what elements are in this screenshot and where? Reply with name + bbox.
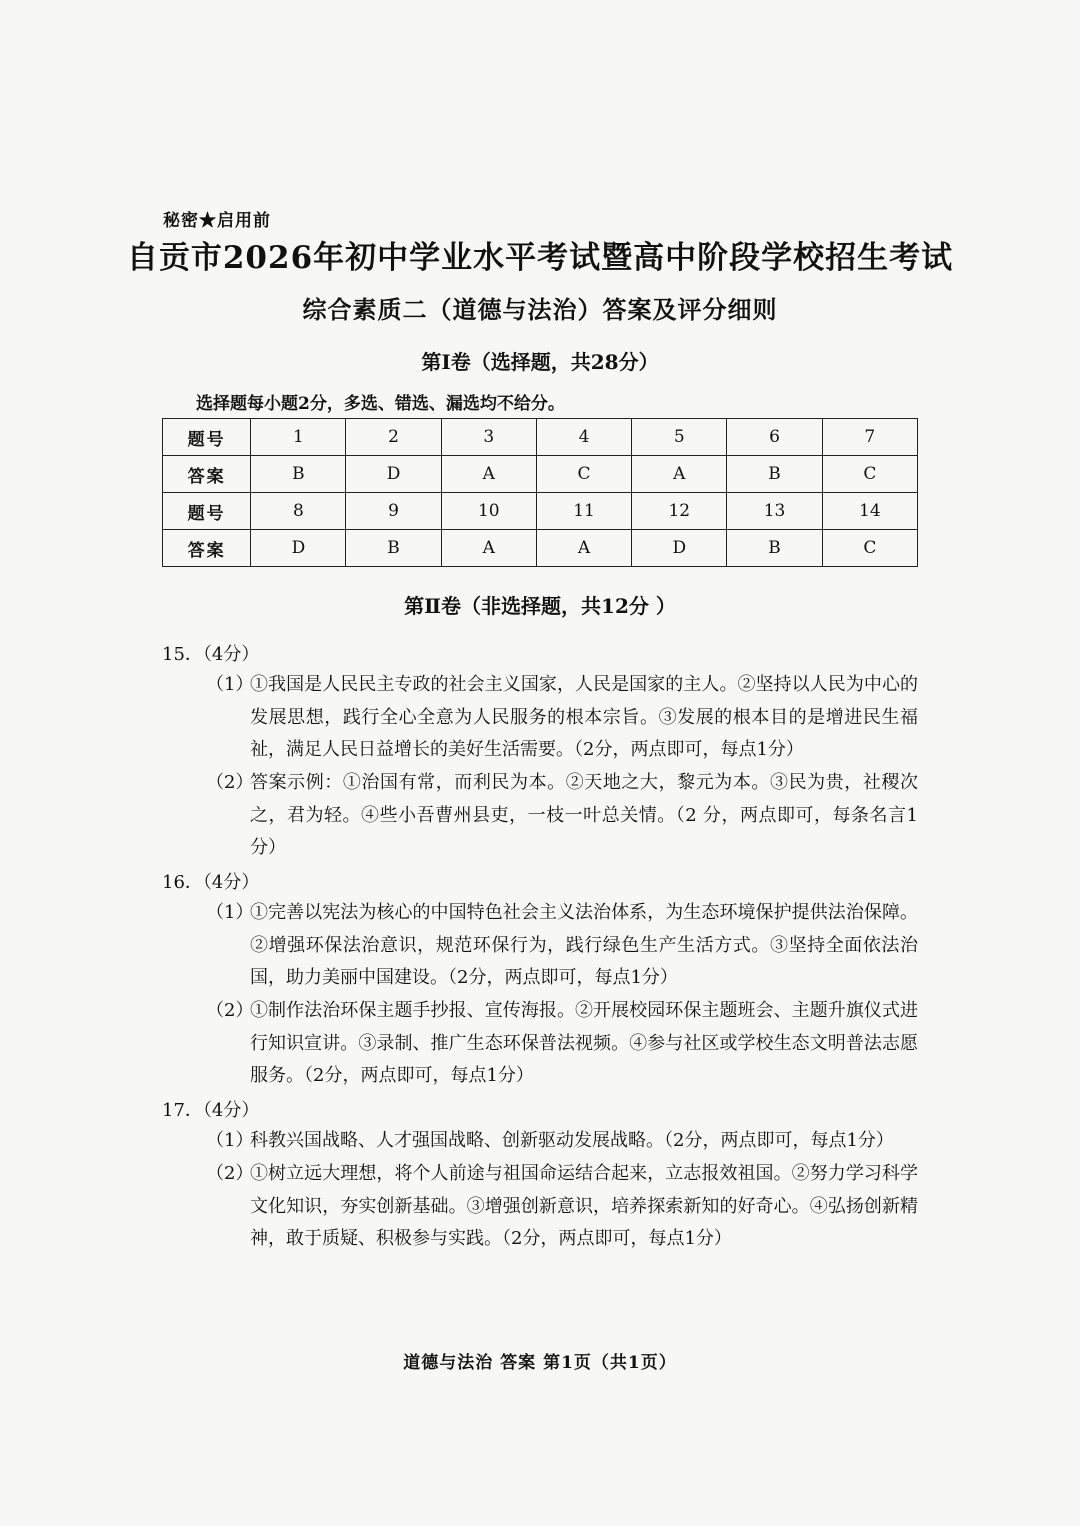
- table-cell: A: [536, 530, 631, 567]
- item-text: ①完善以宪法为核心的中国特色社会主义法治体系，为生态环境保护提供法治保障。②增强环保法治意识，规范环保行为，践行绿色生产生活方式。③坚持全面依法治国，助力美丽中国建设。（2分，两点即可，每点1分）: [250, 902, 918, 989]
- table-cell: 1: [251, 419, 346, 456]
- item-text: 科教兴国战略、人才强国战略、创新驱动发展战略。（2分，两点即可，每点1分）: [250, 1130, 894, 1151]
- table-cell: 9: [346, 493, 441, 530]
- q16-part1: [206, 897, 918, 995]
- item-text: ①树立远大理想，将个人前途与祖国命运结合起来，立志报效祖国。②努力学习科学文化知识，夯实创新基础。③增强创新意识，培养探索新知的好奇心。④弘扬创新精神，敢于质疑、积极参与实践。（2分，两点即可，每点1分）: [250, 1163, 918, 1250]
- question-16-label: 16．（4分）: [162, 872, 260, 893]
- table-cell: 4: [536, 419, 631, 456]
- table-cell: C: [822, 456, 917, 493]
- table-row: [163, 456, 918, 493]
- row-label: 答案: [163, 456, 251, 493]
- table-cell: 8: [251, 493, 346, 530]
- exam-title: 自贡市2026年初中学业水平考试暨高中阶段学校招生考试: [126, 240, 954, 276]
- item-text: ①我国是人民民主专政的社会主义国家，人民是国家的主人。②坚持以人民为中心的发展思想，践行全心全意为人民服务的根本宗旨。③发展的根本目的是增进民生福祉，满足人民日益增长的美好生活需要。（2分，两点即可，每点1分）: [250, 674, 918, 761]
- item-number: （1）: [206, 674, 254, 695]
- choice-scoring-note: 选择题每小题2分，多选、错选、漏选均不给分。: [196, 394, 565, 414]
- table-cell: 13: [727, 493, 822, 530]
- table-cell: 7: [822, 419, 917, 456]
- table-cell: D: [346, 456, 441, 493]
- table-cell: 6: [727, 419, 822, 456]
- table-cell: 14: [822, 493, 917, 530]
- item-number: （1）: [206, 902, 254, 923]
- table-cell: D: [251, 530, 346, 567]
- table-cell: 10: [441, 493, 536, 530]
- table-cell: C: [536, 456, 631, 493]
- q17-part2: [206, 1158, 918, 1256]
- q17-part1: [206, 1125, 918, 1158]
- answer-table: [162, 418, 918, 567]
- table-cell: 3: [441, 419, 536, 456]
- table-cell: C: [822, 530, 917, 567]
- item-number: （2）: [206, 1163, 254, 1184]
- table-row: [163, 493, 918, 530]
- part2-heading: 第Ⅱ卷（非选择题，共12分 ）: [404, 594, 676, 618]
- row-label: 题号: [163, 419, 251, 456]
- confidential-mark: 秘密★启用前: [163, 211, 271, 231]
- q15-part2: [206, 767, 918, 865]
- table-cell: 2: [346, 419, 441, 456]
- row-label: 答案: [163, 530, 251, 567]
- table-cell: B: [251, 456, 346, 493]
- page-footer: 道德与法治 答案 第1页（共1页）: [403, 1353, 677, 1373]
- item-text: ①制作法治环保主题手抄报、宣传海报。②开展校园环保主题班会、主题升旗仪式进行知识宣讲。③录制、推广生态环保普法视频。④参与社区或学校生态文明普法志愿服务。（2分，两点即可，每点1分）: [250, 1000, 918, 1087]
- item-number: （1）: [206, 1130, 254, 1151]
- table-cell: B: [346, 530, 441, 567]
- table-cell: A: [632, 456, 727, 493]
- row-label: 题号: [163, 493, 251, 530]
- question-15-label: 15．（4分）: [162, 644, 260, 665]
- item-number: （2）: [206, 1000, 254, 1021]
- part1-heading: 第Ⅰ卷（选择题，共28分）: [421, 350, 659, 374]
- item-text: 答案示例：①治国有常，而利民为本。②天地之大，黎元为本。③民为贵，社稷次之，君为轻。④些小吾曹州县吏，一枝一叶总关情。（2 分，两点即可，每条名言1分）: [250, 772, 918, 859]
- table-cell: A: [441, 456, 536, 493]
- q15-part1: [206, 669, 918, 767]
- item-number: （2）: [206, 772, 254, 793]
- table-row: [163, 530, 918, 567]
- table-cell: 12: [632, 493, 727, 530]
- exam-subtitle: 综合素质二（道德与法治）答案及评分细则: [302, 295, 778, 324]
- table-cell: B: [727, 456, 822, 493]
- table-cell: 5: [632, 419, 727, 456]
- table-cell: B: [727, 530, 822, 567]
- question-17-label: 17．（4分）: [162, 1100, 260, 1121]
- table-row: [163, 419, 918, 456]
- table-cell: A: [441, 530, 536, 567]
- table-cell: 11: [536, 493, 631, 530]
- table-cell: D: [632, 530, 727, 567]
- q16-part2: [206, 995, 918, 1093]
